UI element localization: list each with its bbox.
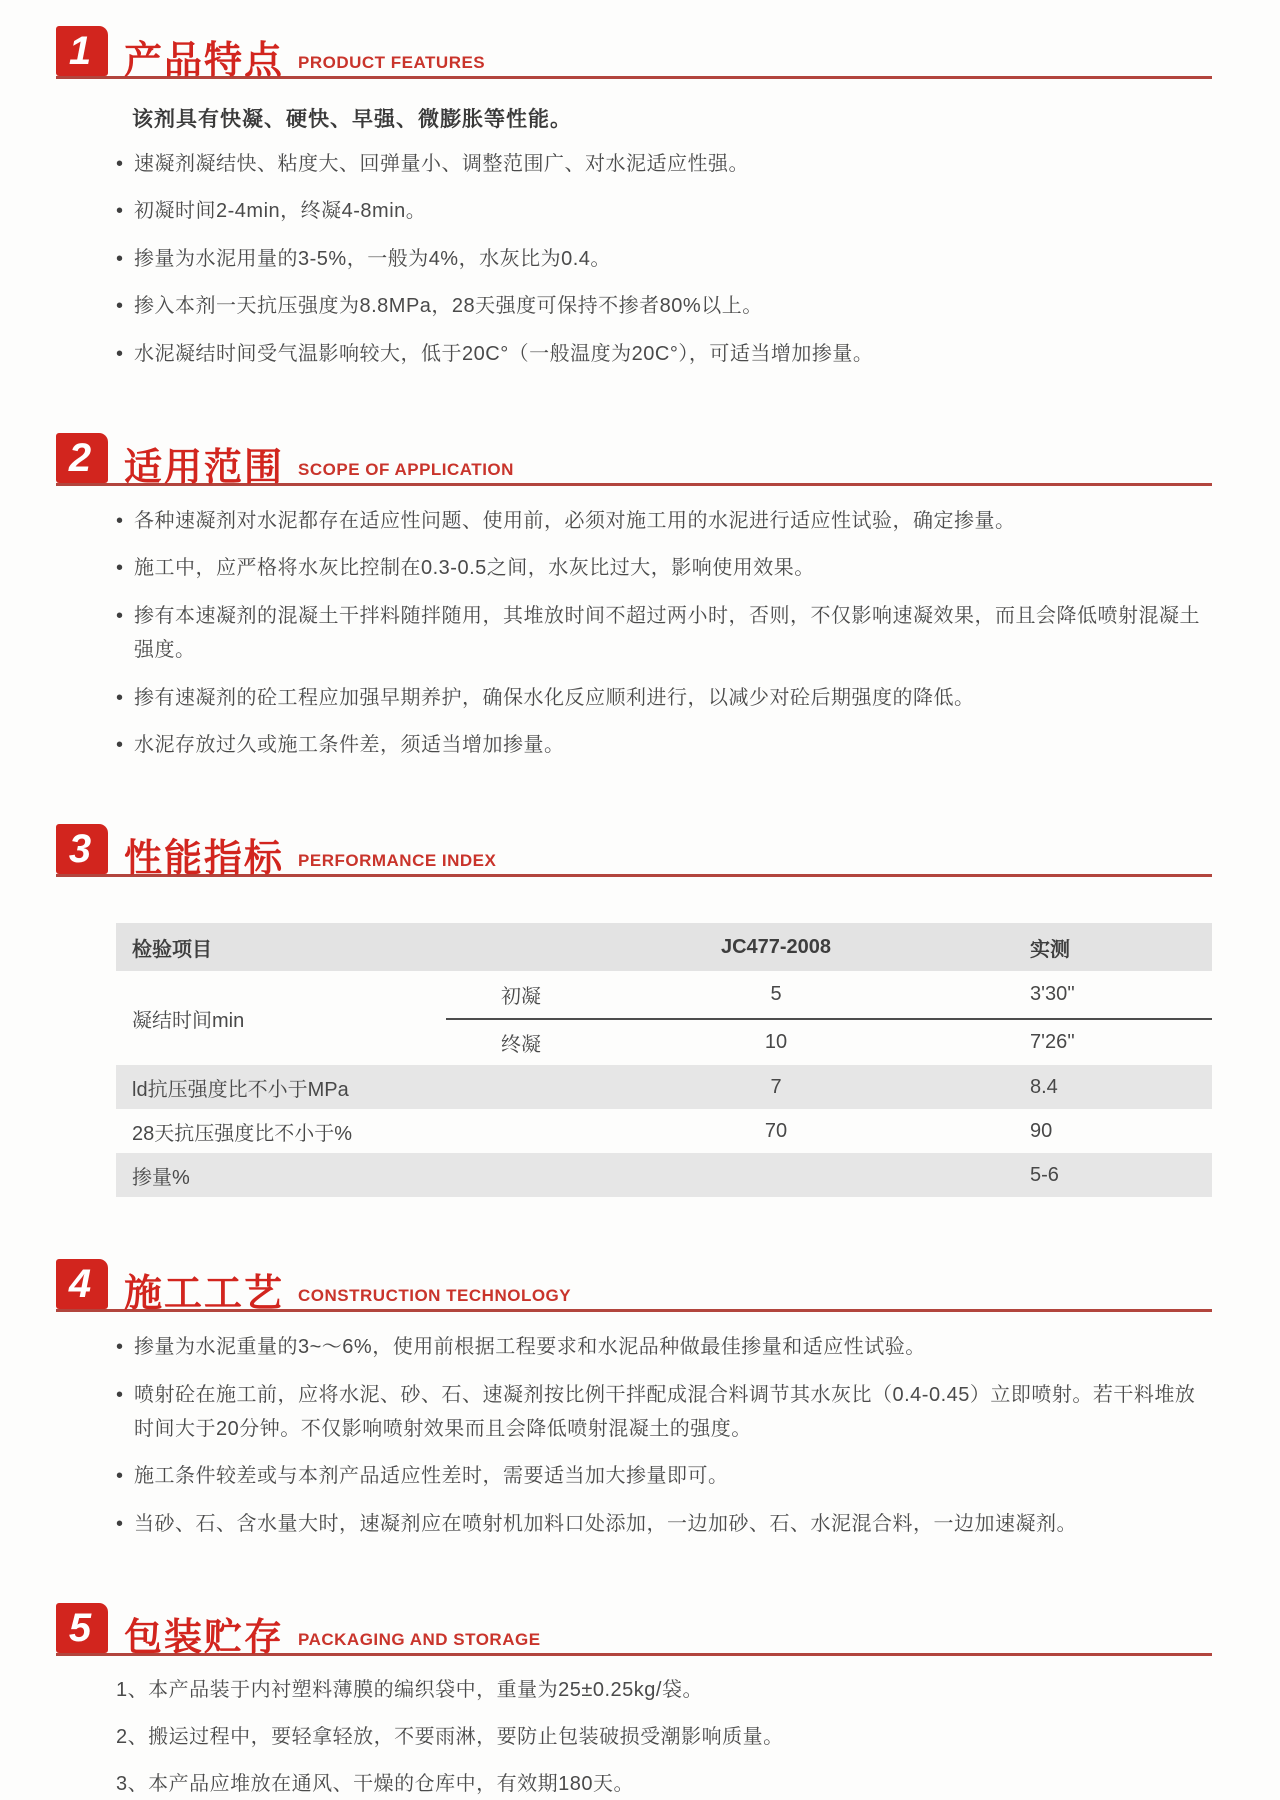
bullet-item [116,728,1212,762]
section-4-body [56,1312,1212,1541]
bullet-text: 掺有本速凝剂的混凝土干拌料随拌随用，其堆放时间不超过两小时，否则，不仅影响速凝效果，而且会降低喷射混凝土强度。 [134,604,1200,662]
section-number-badge [56,26,108,76]
section-number-badge [56,824,108,874]
bullet-text: 各种速凝剂对水泥都存在适应性问题、使用前，必须对施工用的水泥进行适应性试验，确定掺量。 [134,509,1016,532]
section-title-en: SCOPE OF APPLICATION [298,459,514,479]
bullet-item [116,194,1212,228]
section-title-zh: 产品特点 [124,40,285,82]
cell-measured-value: 5-6 [1030,1163,1059,1186]
cell-item-label: ld抗压强度比不小于MPa [132,1078,349,1101]
table-row-final-setting [446,1018,1212,1065]
section-5-body [56,1656,1212,1800]
bullet-text: 施工中，应严格将水灰比控制在0.3-0.5之间，水灰比过大，影响使用效果。 [134,557,815,580]
section-title-en: PERFORMANCE INDEX [298,851,497,871]
section-construction-technology [56,1259,1212,1541]
section-4-header [56,1259,1212,1316]
cell-standard-value: 7 [770,1075,782,1098]
section-product-features [56,26,1212,371]
bullet-text: 当砂、石、含水量大时，速凝剂应在喷射机加料口处添加，一边加砂、石、水泥混合料，一边加速凝剂。 [134,1512,1077,1535]
section-3-body [56,877,1212,1197]
section-number: 5 [68,1606,92,1651]
bullet-item [116,242,1212,276]
section-1-body [56,79,1212,371]
section-number: 2 [68,435,92,480]
bullet-item [116,147,1212,181]
section-title-en: PRODUCT FEATURES [298,53,486,72]
col-header-standard: JC477-2008 [720,935,832,958]
section-2-body [56,486,1212,762]
bullet-item [116,599,1212,668]
setting-time-subrows [446,971,1212,1065]
section-title-zh: 性能指标 [124,838,285,881]
cell-item-label: 掺量% [132,1166,190,1189]
bullet-text: 水泥存放过久或施工条件差，须适当增加掺量。 [134,733,565,756]
bullet-text: 掺有速凝剂的砼工程应加强早期养护，确保水化反应顺利进行，以减少对砼后期强度的降低。 [134,686,975,709]
cell-standard-value: 5 [770,983,782,1006]
cell-measured-value: 8.4 [1030,1075,1058,1098]
cell-measured-value: 3'30'' [1030,983,1075,1006]
bullet-text: 掺量为水泥重量的3~～6%，使用前根据工程要求和水泥品种做最佳掺量和适应性试验。 [134,1336,926,1359]
cell-item-label: 28天抗压强度比不小于% [132,1122,353,1145]
numbered-item: 3、本产品应堆放在通风、干燥的仓库中，有效期180天。 [116,1773,634,1796]
section-performance-index [56,824,1212,1197]
section-1-header [56,26,1212,82]
section-title-zh: 包装贮存 [124,1617,285,1660]
table-row-dosage [116,1153,1212,1197]
bullet-text: 施工条件较差或与本剂产品适应性差时，需要适当加大掺量即可。 [134,1465,729,1488]
col-header-item: 检验项目 [132,938,212,961]
cell-sub-label: 终凝 [501,1034,541,1057]
bullet-item [116,681,1212,715]
cell-standard-value: 10 [764,1031,788,1054]
table-row-28d-strength [116,1109,1212,1153]
section-scope-of-application [56,433,1212,762]
setting-time-row-group [116,971,1212,1065]
bullet-item [116,1459,1212,1493]
section-title-zh: 适用范围 [124,446,285,489]
bullet-text: 掺入本剂一天抗压强度为8.8MPa，28天强度可保持不掺者80%以上。 [134,295,763,318]
section-title-zh: 施工工艺 [124,1273,285,1316]
table-row-initial-setting [446,971,1212,1018]
bullet-item [116,289,1212,323]
bullet-text: 水泥凝结时间受气温影响较大，低于20C°（一般温度为20C°），可适当增加掺量。 [134,342,874,365]
bullet-item [116,504,1212,538]
section-title-en: PACKAGING AND STORAGE [298,1630,541,1650]
col-header-measured: 实测 [1030,938,1070,961]
performance-table [116,923,1212,1197]
section-number: 3 [68,827,92,872]
bullet-item [116,1330,1212,1364]
bullet-text: 掺量为水泥用量的3-5%，一般为4%，水灰比为0.4。 [134,247,611,270]
section-title-en: CONSTRUCTION TECHNOLOGY [298,1286,572,1306]
section-number-badge [56,1603,108,1653]
section-number-badge [56,433,108,483]
bullet-item [116,551,1212,585]
bullet-item [116,1378,1212,1447]
section-packaging-storage [56,1603,1212,1800]
bullet-item [116,337,1212,371]
section-number: 4 [68,1262,92,1307]
bullet-text: 喷射砼在施工前，应将水泥、砂、石、速凝剂按比例干拌配成混合料调节其水灰比（0.4-0.45）立即喷射。若干料堆放时间大于20分钟。不仅影响喷射效果而且会降低喷射混凝土的强度。 [134,1383,1196,1441]
numbered-item: 2、搬运过程中，要轻拿轻放，不要雨淋，要防止包装破损受潮影响质量。 [116,1726,784,1749]
bullet-text: 初凝时间2-4min，终凝4-8min。 [134,200,427,223]
cell-sub-label: 初凝 [501,986,541,1009]
table-row-1d-strength [116,1065,1212,1109]
cell-standard-value: 70 [764,1119,788,1142]
bullet-item [116,1507,1212,1541]
setting-time-label: 凝结时间min [132,1009,245,1032]
intro-line: 该剂具有快凝、硬快、早强、微膨胀等性能。 [132,108,572,131]
section-3-header [56,824,1212,881]
bullet-text: 速凝剂凝结快、粘度大、回弹量小、调整范围广、对水泥适应性强。 [134,153,749,175]
cell-measured-value: 7'26'' [1030,1031,1075,1054]
section-number: 1 [68,29,92,73]
table-header-row [116,923,1212,971]
section-5-header [56,1603,1212,1660]
cell-measured-value: 90 [1030,1119,1053,1142]
section-2-header [56,433,1212,489]
numbered-item: 1、本产品装于内衬塑料薄膜的编织袋中，重量为25±0.25kg/袋。 [116,1679,703,1702]
section-number-badge [56,1259,108,1309]
